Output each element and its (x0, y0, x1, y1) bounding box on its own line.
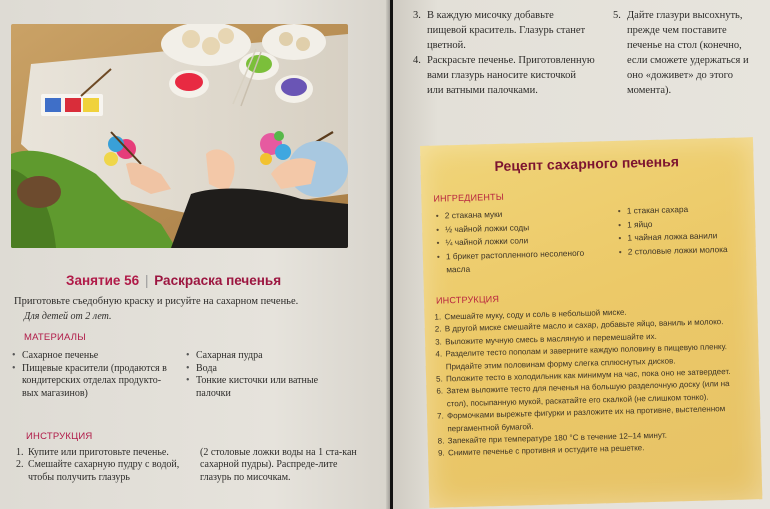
materials-list-1 (12, 350, 174, 400)
materials-list-2 (186, 350, 346, 400)
step-text: В другой миске смешайте масло и сахар, добавьте яйцо, ваниль и молоко. (444, 317, 724, 334)
step-number: 4. (413, 55, 421, 66)
ingredient-item: • 1 стакан сахара (618, 201, 748, 218)
ingredient-item: • ¼ чайной ложки соли (436, 233, 586, 250)
step-text: Купите или приготовьте печенье. (28, 447, 169, 458)
step-text: В каждую мисочку добавьте пищевой краситель. Глазурь станет цветной. (427, 10, 586, 51)
step-text: Положите тесто в холодильник как минимум на час, пока оно не затвердеет. (445, 366, 731, 384)
step-number: 4. (435, 349, 443, 359)
materials-heading: МАТЕРИАЛЫ (24, 332, 86, 343)
right-page (393, 0, 770, 509)
ingredients-list-1 (436, 206, 588, 277)
material-item: • Вода (186, 363, 346, 376)
ingredient-item: • 1 чайная ложка ванили (618, 228, 748, 245)
lesson-intro: Приготовьте съедобную краску и рисуйте на сахарном печенье. (14, 296, 299, 307)
step-number: 5. (613, 10, 621, 21)
ingredient-item: • 1 брикет растопленного несоленого масла (437, 246, 588, 277)
instructions-list (16, 447, 186, 484)
ingredient-item: • 2 стакана муки (436, 206, 586, 223)
step-continued-text: (2 столовые ложки воды на 1 ста-кан сахарной пудры). Распреде-лите глазурь по мисочкам. (200, 447, 357, 483)
lesson-name: Раскраска печенья (154, 273, 282, 288)
step-number: 9. (437, 448, 445, 459)
ingredient-item: • 2 столовые ложки молока (619, 242, 749, 259)
lesson-title (66, 273, 281, 288)
material-item: • Сахарное печенье (12, 350, 174, 363)
step-number: 6. (436, 386, 444, 397)
ingredient-item: • 1 яйцо (618, 215, 748, 232)
material-item: • Тонкие кисточки или ватные палочки (186, 375, 346, 400)
step-text: Запекайте при температуре 180 °С в течение 12–14 минут. (447, 430, 667, 446)
steps-continued-col1 (413, 8, 595, 98)
step-text: Раскрасьте печенье. Приготовленную вами глазурь наносите кисточкой или ватными палочками. (427, 55, 595, 96)
ingredient-item: • ½ чайной ложки соды (436, 219, 586, 236)
step-text: Затем выложите тесто для печенья на большую разделочную доску (или на стол), посыпанную мукой, раскатайте его скалкой (не слишком тонко). (446, 379, 730, 409)
step-text: Смешайте сахарную пудру с водой, чтобы получить глазурь (28, 459, 180, 483)
ingredients-heading: ИНГРЕДИЕНТЫ (433, 191, 505, 204)
step-number: 8. (437, 436, 445, 446)
recipe-instructions-heading: ИНСТРУКЦИЯ (435, 293, 500, 306)
step-item (413, 8, 595, 53)
material-item: • Пищевые красители (продаются в кондитерских отделах продукто-вых магазинов) (12, 363, 174, 401)
step-text: Смешайте муку, соду и соль в небольшой миске. (444, 307, 627, 322)
recipe-card (420, 137, 762, 508)
instructions-heading: ИНСТРУКЦИЯ (26, 431, 93, 442)
step-text: Разделите тесто пополам и заверните каждую половину в пищевую пленку. Придайте этим половинам форму слегка сплюснутых дисков. (445, 342, 728, 372)
material-item: • Сахарная пудра (186, 350, 346, 363)
step-number: 7. (436, 411, 444, 421)
step-item (613, 8, 763, 98)
step-number: 2. (16, 459, 24, 471)
steps-continued-col2 (613, 8, 763, 98)
step-number: 2. (434, 324, 442, 335)
step-number: 1. (434, 312, 442, 322)
step-item (16, 447, 186, 459)
recipe-steps (434, 304, 748, 461)
step-number: 3. (435, 337, 442, 347)
lesson-number: Занятие 56 (66, 273, 140, 288)
recipe-title: Рецепт сахарного печенья (494, 153, 680, 175)
photo-illustration (11, 24, 348, 248)
photo-children-painting-cookies (11, 24, 348, 248)
step-item (413, 53, 595, 98)
step-text: Формочками вырежьте фигурки и разложите их на противне, выстеленном пергаментной бумагой. (446, 404, 726, 434)
step-text: Дайте глазури высохнуть, прежде чем поставите печенье на стол (конечно, если сможете удержаться и оно «доживет» до этого момента). (627, 10, 749, 96)
lesson-separator: | (144, 273, 149, 288)
step-number: 3. (413, 10, 421, 21)
step-text: Снимите печенье с противня и остудите на решетке. (447, 443, 645, 458)
step-number: 5. (435, 374, 443, 384)
step-number: 1. (16, 447, 24, 458)
step-text: Выложите мучную смесь в масляную и перемешайте их. (445, 331, 657, 347)
ingredients-list-2 (618, 201, 749, 258)
lesson-age: Для детей от 2 лет. (24, 311, 112, 322)
step-item (16, 459, 186, 484)
